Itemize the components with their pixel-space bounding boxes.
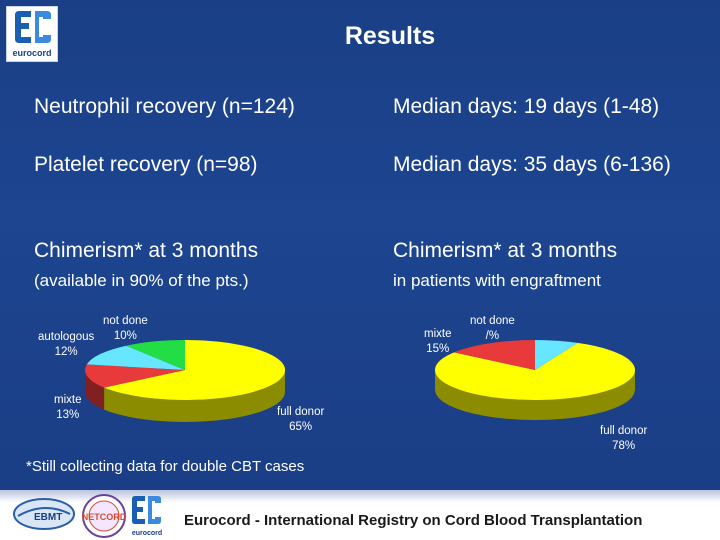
pie-right-label-mixte-value: 15% bbox=[426, 343, 450, 355]
eurocord-footer-logo bbox=[130, 494, 164, 538]
footer-title: Eurocord - International Registry on Cord Blood Transplantation bbox=[184, 512, 643, 529]
pie-right-label-full-donor bbox=[600, 424, 647, 454]
page-title: Results bbox=[344, 22, 436, 50]
pie-chart-left bbox=[80, 335, 290, 435]
platelet-label: Platelet recovery (n=98) bbox=[34, 153, 258, 176]
footnote: *Still collecting data for double CBT cases bbox=[26, 458, 305, 475]
ebmt-logo-text: EBMT bbox=[34, 512, 63, 523]
pie-left-label-not-done-value: 10% bbox=[113, 330, 137, 342]
pie-right-label-mixte-name: mixte bbox=[424, 328, 452, 340]
netcord-logo-text: NETCORD bbox=[81, 512, 127, 522]
eurocord-logo-text: eurocord bbox=[12, 48, 52, 58]
pie-left-label-mixte bbox=[54, 393, 81, 423]
pie-left-label-autologous-value: 12% bbox=[54, 346, 78, 358]
neutrophil-value: Median days: 19 days (1-48) bbox=[393, 95, 660, 118]
chimerism-right-title: Chimerism* at 3 months bbox=[393, 239, 618, 262]
pie-right-label-not-done bbox=[470, 314, 515, 344]
pie-left-label-mixte-value: 13% bbox=[56, 409, 80, 421]
pie-left-label-autologous bbox=[38, 330, 94, 360]
eurocord-footer-logo-text: eurocord bbox=[131, 530, 163, 537]
pie-right-label-not-done-value: /% bbox=[485, 330, 500, 342]
pie-right-label-full-donor-value: 78% bbox=[612, 440, 636, 452]
pie-left-label-not-done-name: not done bbox=[103, 315, 148, 327]
netcord-logo bbox=[80, 492, 128, 540]
pie-left-label-full-donor-name: full donor bbox=[277, 406, 325, 418]
pie-left-label-not-done bbox=[103, 314, 148, 344]
footer-band bbox=[0, 490, 720, 540]
platelet-value: Median days: 35 days (6-136) bbox=[393, 153, 671, 176]
pie-chart-right bbox=[430, 338, 642, 428]
chimerism-right-subtitle: in patients with engraftment bbox=[393, 271, 601, 290]
pie-right-label-mixte bbox=[424, 327, 451, 357]
ebmt-logo bbox=[4, 496, 76, 538]
neutrophil-label: Neutrophil recovery (n=124) bbox=[34, 95, 295, 118]
pie-left-label-full-donor bbox=[277, 405, 324, 435]
chimerism-left-subtitle: (available in 90% of the pts.) bbox=[34, 271, 249, 290]
pie-left-label-mixte-name: mixte bbox=[54, 394, 82, 406]
pie-right-label-not-done-name: not done bbox=[470, 315, 515, 327]
chimerism-left-title: Chimerism* at 3 months bbox=[34, 239, 259, 262]
pie-left-label-full-donor-value: 65% bbox=[289, 421, 313, 433]
pie-left-label-autologous-name: autologous bbox=[38, 331, 95, 343]
pie-right-label-full-donor-name: full donor bbox=[600, 425, 648, 437]
